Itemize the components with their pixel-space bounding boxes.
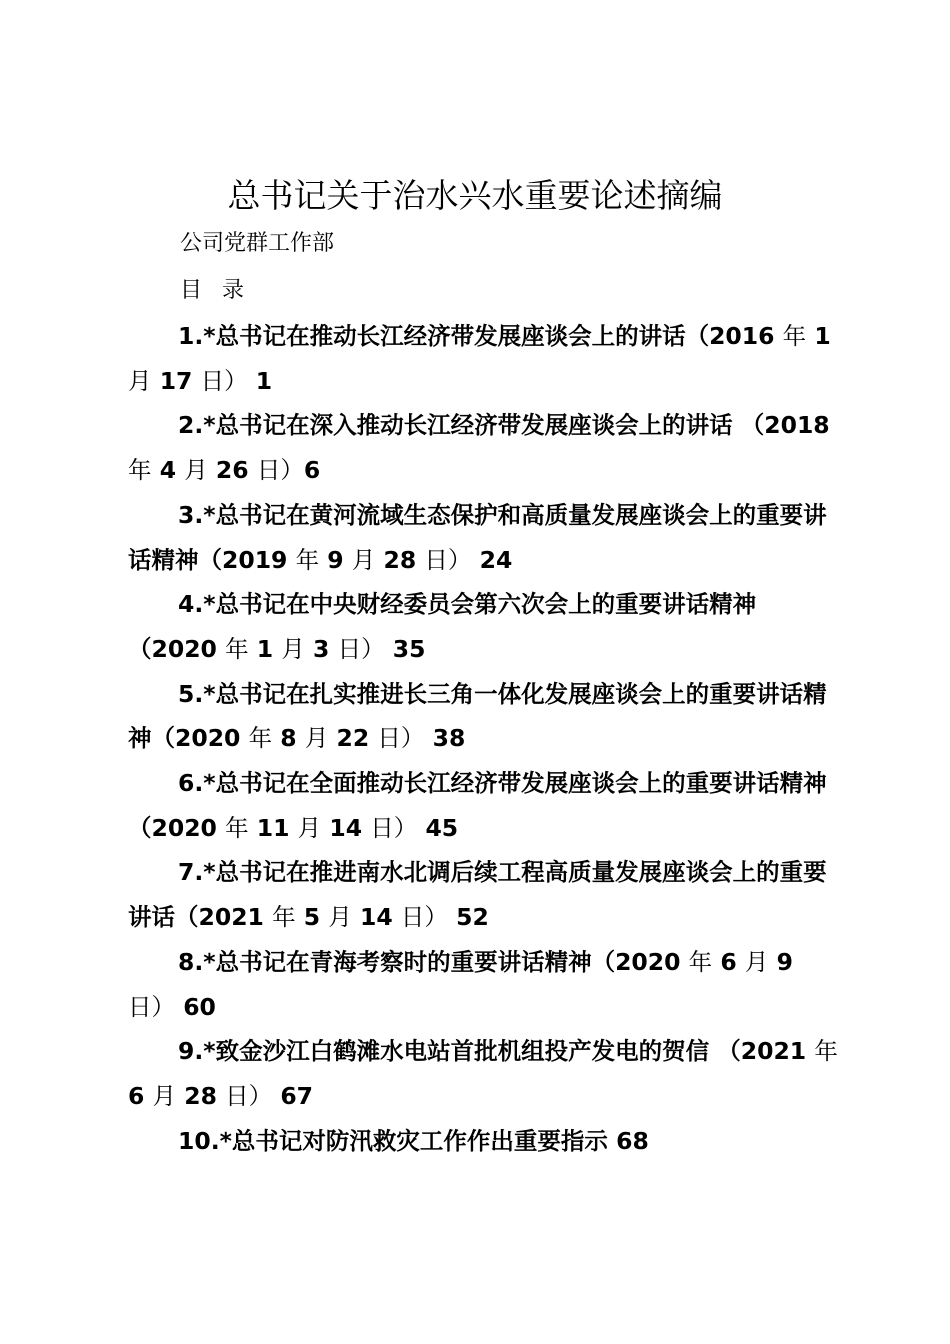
toc-entry-label: 8.*总书记在青海考察时的重要讲话精神（ bbox=[178, 947, 616, 976]
toc-entry-page: 52 bbox=[456, 903, 489, 932]
toc-entry-year-unit: 年 bbox=[225, 634, 249, 663]
table-of-contents bbox=[128, 314, 838, 1163]
toc-entry-page: 38 bbox=[432, 724, 466, 753]
toc-entry-year-unit: 年 bbox=[272, 903, 296, 932]
toc-entry-close: ） bbox=[280, 456, 304, 485]
toc-entry-close: ） bbox=[151, 992, 175, 1021]
toc-entry-month: 8 bbox=[280, 724, 297, 753]
department-name: 公司党群工作部 bbox=[180, 231, 335, 256]
toc-entry-label: 6.*总书记在全面推动长江经济带发展座谈会上的重要讲话精神（ bbox=[128, 769, 827, 842]
toc-entry-year-unit: 年 bbox=[688, 947, 713, 976]
toc-entry-month-unit: 月 bbox=[328, 903, 352, 932]
toc-entry[interactable] bbox=[128, 1029, 838, 1118]
toc-entry-day: 17 bbox=[159, 366, 193, 395]
toc-entry-month-unit: 月 bbox=[128, 366, 152, 395]
toc-entry-year-unit: 年 bbox=[814, 1037, 838, 1066]
toc-entry-close: ） bbox=[361, 634, 385, 663]
toc-entry[interactable] bbox=[128, 493, 838, 582]
toc-entry-month: 1 bbox=[814, 322, 831, 350]
toc-entry-month-unit: 月 bbox=[297, 813, 322, 842]
toc-entry-label: 4.*总书记在中央财经委员会第六次会上的重要讲话精神 （ bbox=[128, 590, 757, 663]
toc-entry-day: 26 bbox=[215, 456, 249, 485]
toc-entry-day: 28 bbox=[184, 1081, 217, 1110]
toc-entry-month-unit: 月 bbox=[281, 634, 305, 663]
toc-entry-page: 67 bbox=[280, 1081, 314, 1110]
toc-entry-month: 9 bbox=[327, 545, 344, 574]
toc-entry-month-unit: 月 bbox=[351, 545, 376, 574]
toc-entry-close: ） bbox=[447, 545, 472, 574]
toc-entry-close: ） bbox=[248, 1081, 273, 1110]
toc-entry-day-unit: 日 bbox=[424, 545, 448, 574]
toc-entry-year: 2021 bbox=[198, 903, 264, 932]
toc-entry-year-unit: 年 bbox=[782, 322, 807, 350]
toc-entry[interactable] bbox=[128, 314, 838, 403]
toc-entry-close: ） bbox=[424, 903, 448, 932]
toc-entry-page: 45 bbox=[425, 813, 459, 842]
toc-entry-label: 9.*致金沙江白鹤滩水电站首批机组投产发电的贺信 （ bbox=[178, 1037, 741, 1066]
toc-entry[interactable] bbox=[128, 672, 838, 761]
toc-entry-year-unit: 年 bbox=[128, 456, 152, 485]
toc-entry-page: 60 bbox=[183, 992, 216, 1021]
toc-entry-day: 9 bbox=[776, 947, 793, 976]
toc-entry-year: 2020 bbox=[151, 634, 217, 663]
toc-entry-year-unit: 年 bbox=[225, 813, 249, 842]
toc-entry-close: ） bbox=[393, 813, 418, 842]
toc-entry-day-unit: 日 bbox=[256, 456, 281, 485]
toc-heading bbox=[180, 271, 244, 311]
toc-entry-label: 7.*总书记在推进南水北调后续工程高质量发展座谈会上的重要讲话（ bbox=[128, 858, 827, 932]
toc-entry-label: 3.*总书记在黄河流域生态保护和高质量发展座谈会上的重要讲话精神（ bbox=[128, 500, 827, 574]
toc-entry-day: 3 bbox=[313, 634, 330, 663]
toc-entry-month-unit: 月 bbox=[304, 724, 329, 753]
toc-entry-year: 2016 bbox=[709, 322, 775, 350]
toc-entry-page: 6 bbox=[303, 456, 321, 485]
toc-entry[interactable] bbox=[128, 1119, 838, 1164]
toc-entry[interactable] bbox=[128, 850, 838, 939]
toc-entry-year: 2019 bbox=[222, 545, 288, 574]
toc-entry-label: 2.*总书记在深入推动长江经济带发展座谈会上的讲话 （ bbox=[178, 411, 765, 440]
toc-entry-day-unit: 日 bbox=[370, 813, 394, 842]
toc-entry-year: 2020 bbox=[175, 724, 241, 753]
toc-entry-close: ） bbox=[400, 724, 425, 753]
toc-entry-month: 6 bbox=[720, 947, 737, 976]
toc-entry-page: 1 bbox=[255, 366, 273, 395]
toc-entry-month-unit: 月 bbox=[744, 947, 769, 976]
toc-entry-year: 2021 bbox=[740, 1037, 807, 1066]
toc-entry-year: 2020 bbox=[615, 947, 681, 976]
toc-entry-page: 35 bbox=[392, 634, 426, 663]
toc-entry-label: 5.*总书记在扎实推进长三角一体化发展座谈会上的重要讲话精神（ bbox=[128, 679, 827, 753]
toc-entry-day-unit: 日 bbox=[337, 634, 362, 663]
toc-entry-day: 28 bbox=[383, 545, 417, 574]
toc-entry-page: 68 bbox=[616, 1126, 649, 1155]
toc-entry-day-unit: 日 bbox=[377, 724, 401, 753]
toc-entry-month: 5 bbox=[303, 903, 321, 932]
toc-entry-year-unit: 年 bbox=[295, 545, 320, 574]
toc-entry[interactable] bbox=[128, 403, 838, 492]
toc-entry-year-unit: 年 bbox=[248, 724, 273, 753]
toc-entry[interactable] bbox=[128, 940, 838, 1029]
toc-entry-day-unit: 日 bbox=[200, 366, 225, 395]
toc-entry[interactable] bbox=[128, 582, 838, 671]
toc-entry-month: 4 bbox=[159, 456, 177, 485]
toc-entry-month: 11 bbox=[256, 813, 290, 842]
toc-entry-close: ） bbox=[224, 366, 248, 395]
toc-entry-day: 14 bbox=[360, 903, 393, 932]
toc-entry-day-unit: 日 bbox=[225, 1081, 249, 1110]
toc-entry-year: 2018 bbox=[764, 411, 830, 440]
toc-entry-page: 24 bbox=[479, 545, 513, 574]
toc-entry-month-unit: 月 bbox=[184, 456, 208, 485]
toc-entry-year: 2020 bbox=[151, 813, 217, 842]
toc-entry-day-unit: 日 bbox=[128, 992, 152, 1021]
toc-entry-day: 14 bbox=[329, 813, 363, 842]
toc-entry[interactable] bbox=[128, 761, 838, 850]
document-title: 总书记关于治水兴水重要论述摘编 bbox=[227, 176, 723, 215]
toc-entry-month: 6 bbox=[128, 1081, 145, 1110]
toc-entry-label: 1.*总书记在推动长江经济带发展座谈会上的讲话（ bbox=[178, 322, 710, 350]
toc-entry-month: 1 bbox=[256, 634, 274, 663]
toc-entry-label: 10.*总书记对防汛救灾工作作出重要指示 bbox=[178, 1126, 608, 1155]
toc-entry-day: 22 bbox=[336, 724, 370, 753]
toc-heading-char-1: 目 bbox=[180, 278, 203, 303]
toc-heading-char-2: 录 bbox=[222, 278, 245, 303]
toc-entry-day-unit: 日 bbox=[400, 903, 425, 932]
toc-entry-month-unit: 月 bbox=[152, 1081, 177, 1110]
